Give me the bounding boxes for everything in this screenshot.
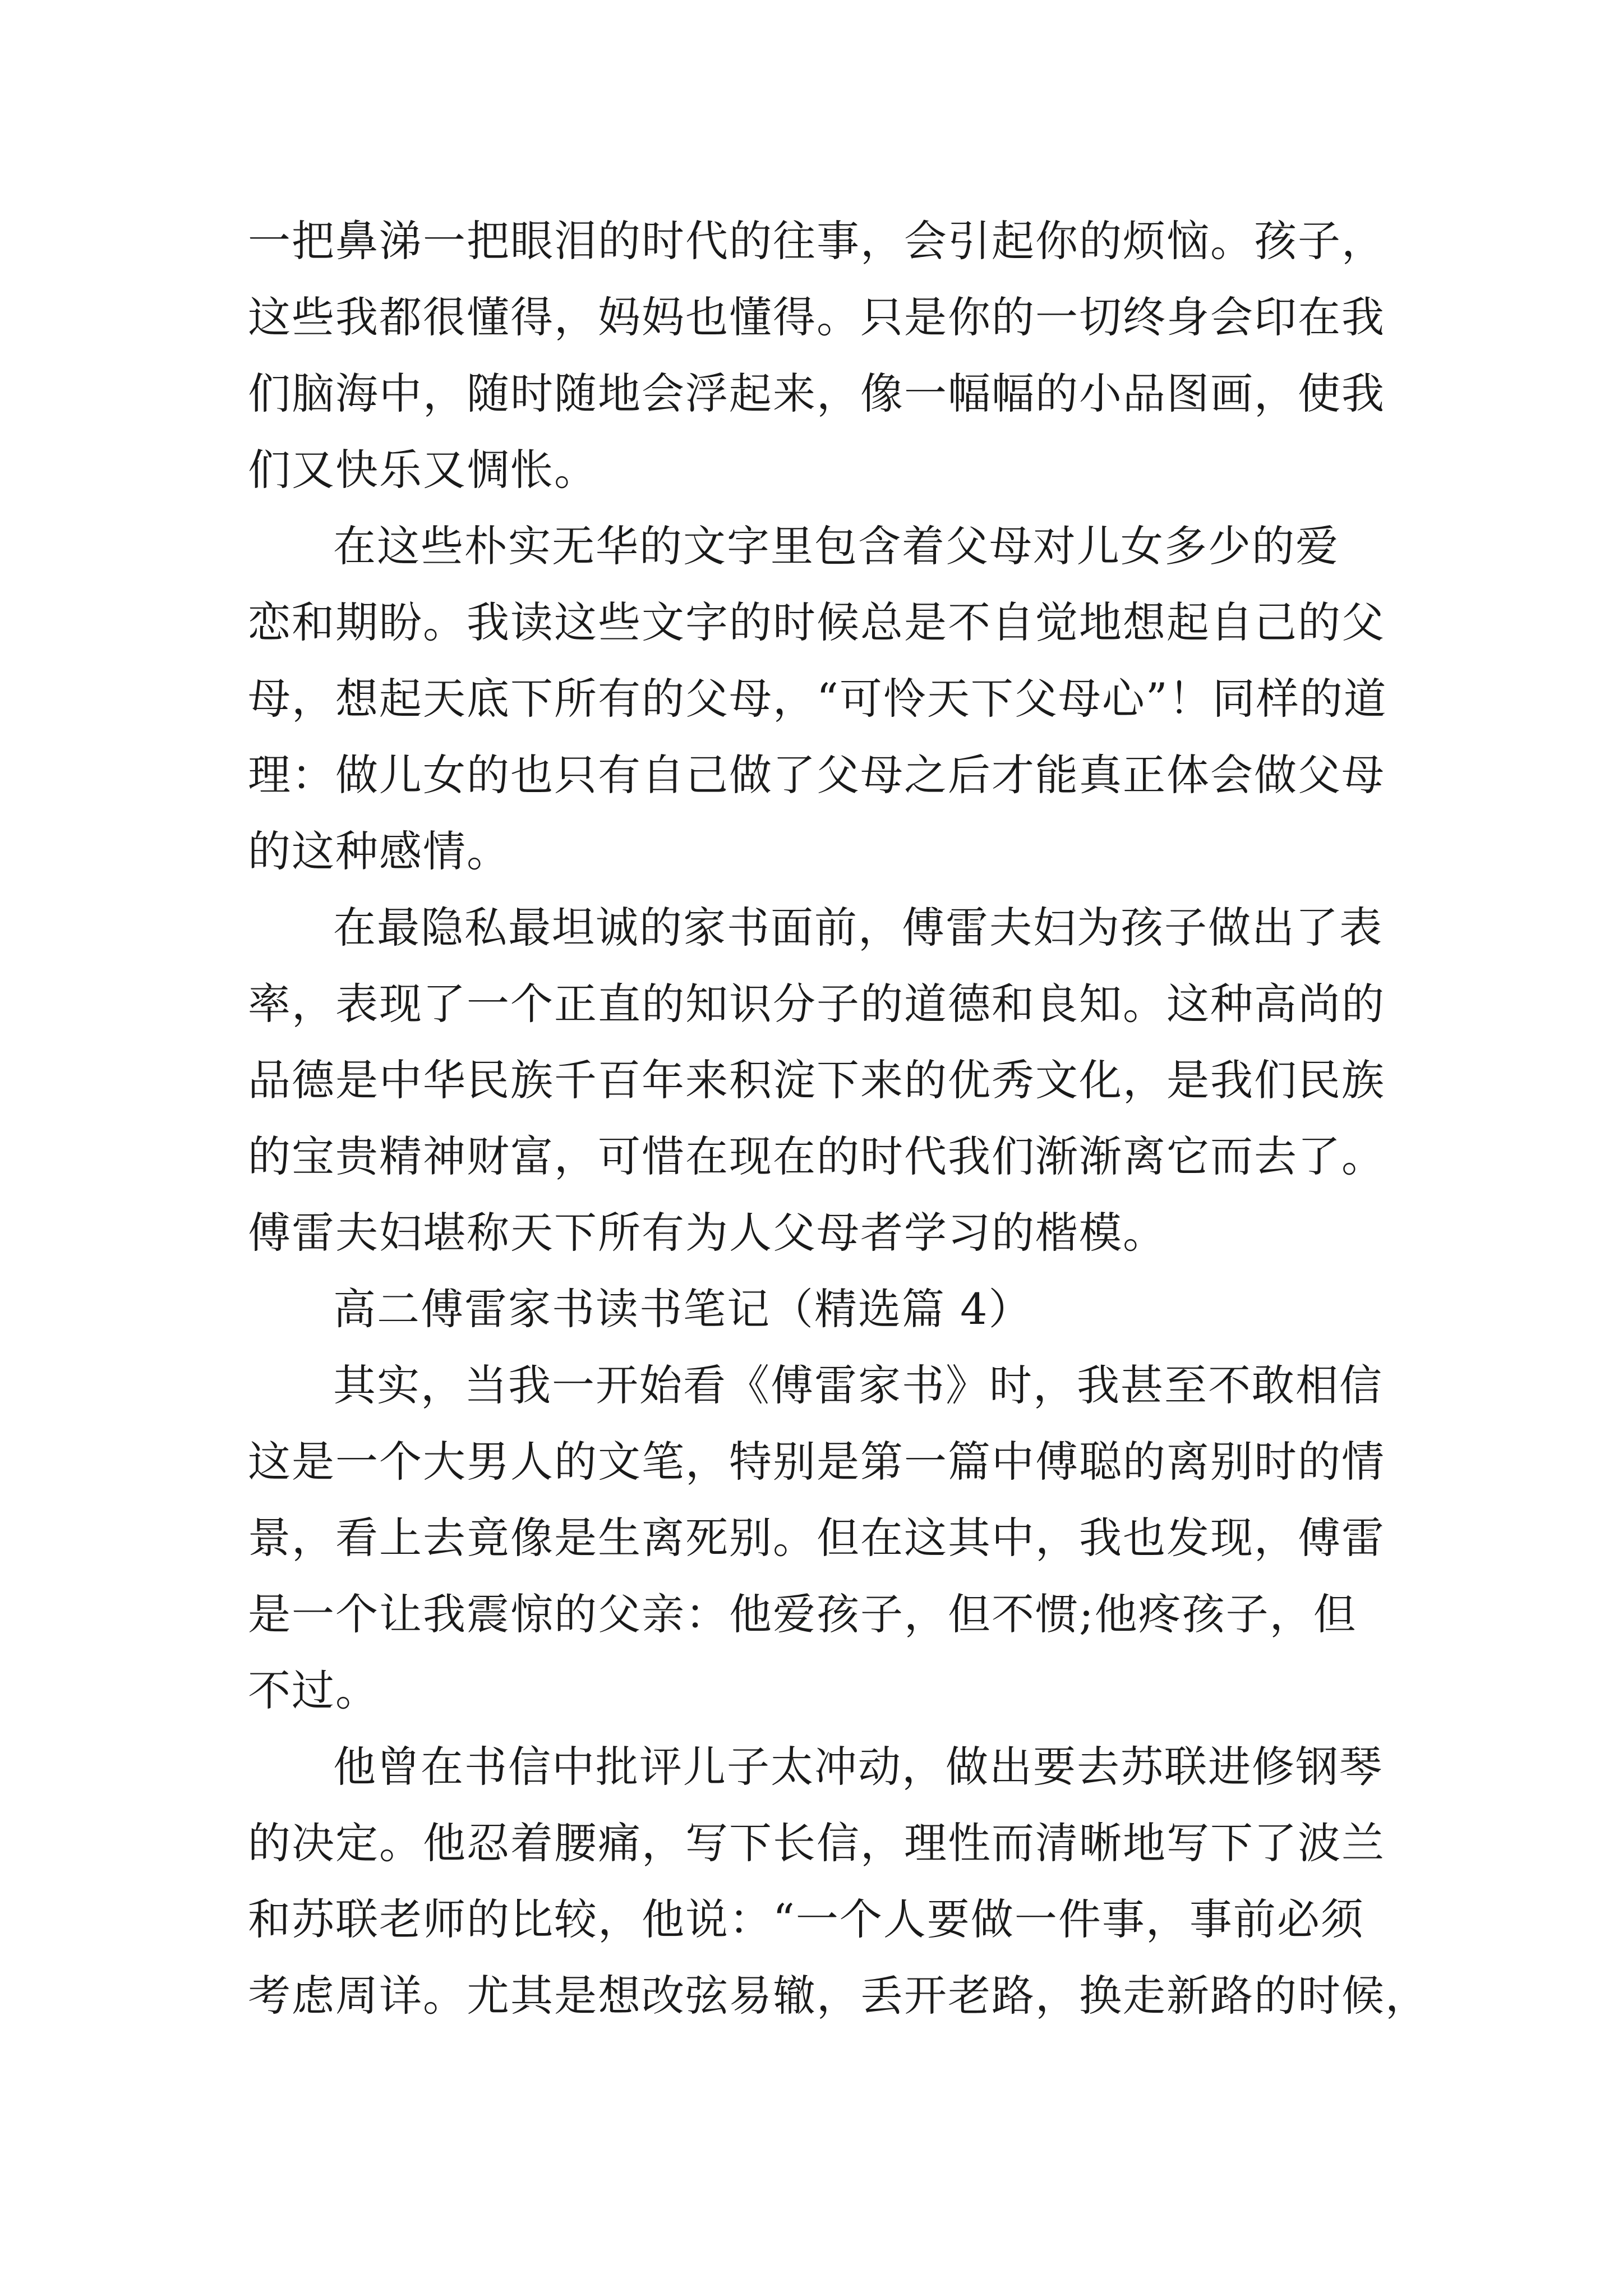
text-line: 的宝贵精神财富，可惜在现在的时代我们渐渐离它而去了。 (248, 1131, 1385, 1181)
text-line: 品德是中华民族千百年来积淀下来的优秀文化，是我们民族 (248, 1055, 1385, 1105)
text-line: 这些我都很懂得，妈妈也懂得。只是你的一切终身会印在我 (248, 292, 1385, 342)
text-line: 们脑海中，随时随地会浮起来，像一幅幅的小品图画，使我 (248, 369, 1385, 418)
text-line: 恋和期盼。我读这些文字的时候总是不自觉地想起自己的父 (248, 597, 1385, 647)
text-line: 是一个让我震惊的父亲：他爱孩子，但不惯;他疼孩子，但 (248, 1589, 1357, 1639)
text-line: 不过。 (248, 1665, 379, 1715)
text-line: 考虑周详。尤其是想改弦易辙，丢开老路，换走新路的时候， (248, 1971, 1429, 2021)
text-line: 理：做儿女的也只有自己做了父母之后才能真正体会做父母 (248, 750, 1385, 800)
text-line: 率，表现了一个正直的知识分子的道德和良知。这种高尚的 (248, 979, 1385, 1029)
body-text (248, 203, 1429, 2034)
text-line: 一把鼻涕一把眼泪的时代的往事，会引起你的烦恼。孩子， (248, 216, 1385, 266)
text-line: 的决定。他忍着腰痛，写下长信，理性而清晰地写下了波兰 (248, 1818, 1385, 1868)
text-line: 们又快乐又惆怅。 (248, 445, 598, 495)
text-line: 母，想起天底下所有的父母，“可怜天下父母心”！同样的道 (248, 674, 1387, 724)
paragraph-start-line: 他曾在书信中批评儿子太冲动，做出要去苏联进修钢琴 (333, 1742, 1383, 1792)
text-line: 傅雷夫妇堪称天下所有为人父母者学习的楷模。 (248, 1208, 1166, 1258)
text-line: 这是一个大男人的文笔，特别是第一篇中傅聪的离别时的情 (248, 1437, 1385, 1487)
text-line: 和苏联老师的比较，他说：“一个人要做一件事，事前必须 (248, 1894, 1364, 1944)
section-heading: 高二傅雷家书读书笔记（精选篇 4） (333, 1284, 1032, 1334)
paragraph-start-line: 在最隐私最坦诚的家书面前，傅雷夫妇为孩子做出了表 (333, 903, 1383, 953)
paragraph-start-line: 在这些朴实无华的文字里包含着父母对儿女多少的爱 (333, 521, 1339, 571)
text-line: 景，看上去竟像是生离死别。但在这其中，我也发现，傅雷 (248, 1513, 1385, 1563)
paragraph-start-line: 其实，当我一开始看《傅雷家书》时，我甚至不敢相信 (333, 1360, 1383, 1410)
text-line: 的这种感情。 (248, 826, 510, 876)
